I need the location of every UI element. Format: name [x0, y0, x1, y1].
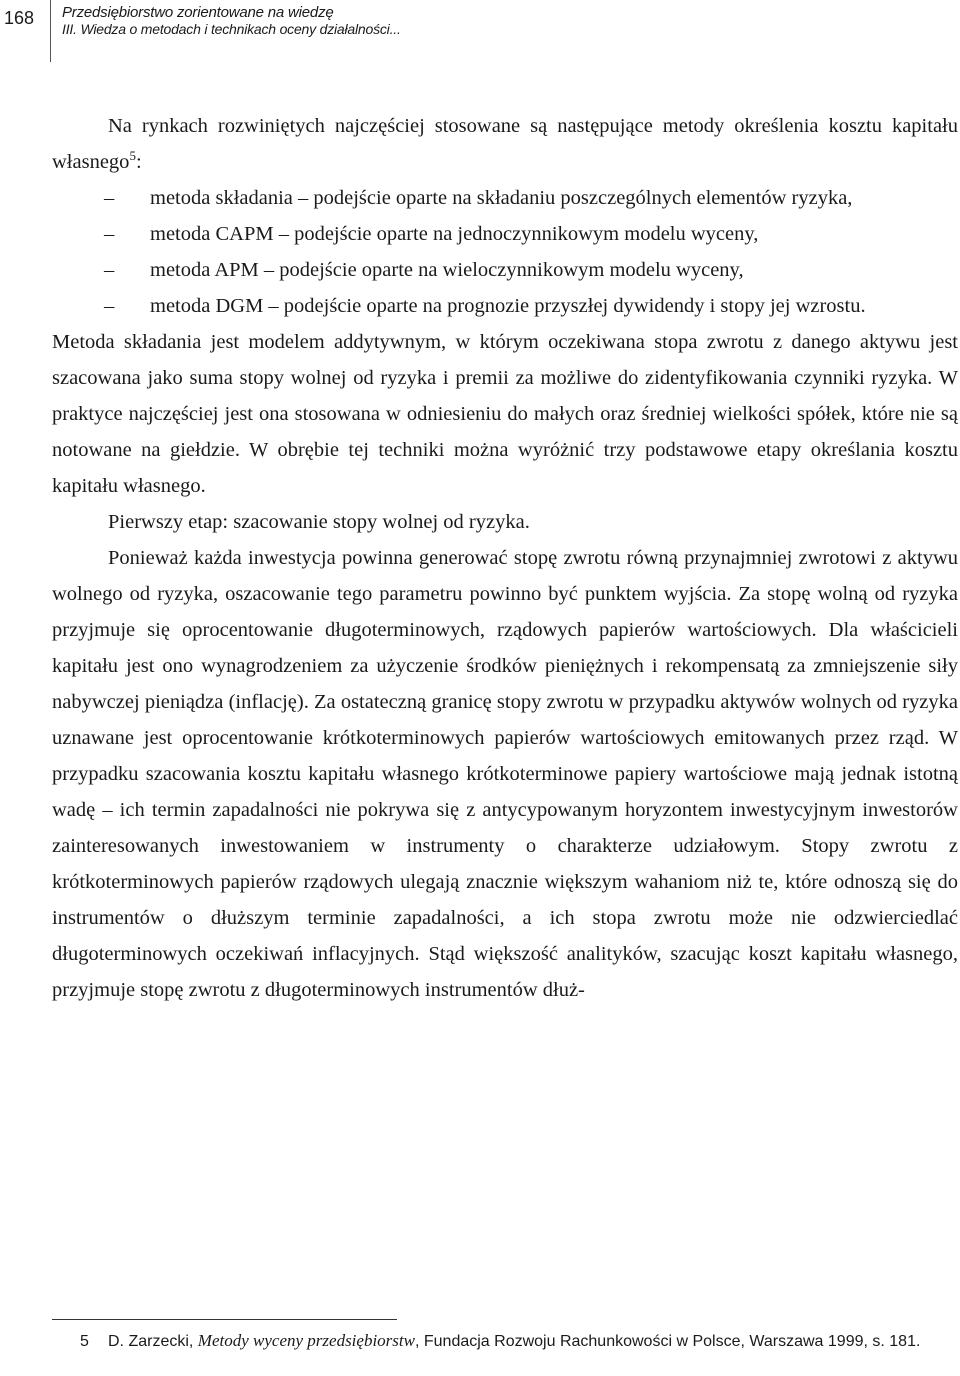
footnote-title: Metody wyceny przedsiębiorstw	[197, 1331, 415, 1350]
body-paragraph: Metoda składania jest modelem addytywnym, w którym oczekiwana stopa zwrotu z danego aktywu jest szacowana jako suma stopy wolnej od ryzyka i premii za możliwe do zidentyfikowania czynniki ryzyka. W praktyce najczęściej jest ona stosowana w odniesieniu do małych oraz średniej wielkości spółek, które nie są notowane na giełdzie. W obrębie tej techniki można wyróżnić trzy podstawowe etapy określania kosztu kapitału własnego.	[52, 331, 958, 497]
list-item	[52, 216, 958, 252]
list-item-text: metoda DGM – podejście oparte na prognozie przyszłej dywidendy i stopy jej wzrostu.	[150, 295, 866, 317]
footnote-publication: , Fundacja Rozwoju Rachunkowości w Polsce, Warszawa 1999, s. 181.	[414, 1333, 921, 1350]
footnote-reference: 5	[129, 148, 136, 164]
footnote	[52, 1327, 958, 1355]
list-item	[52, 180, 958, 216]
list-dash: –	[104, 295, 115, 317]
running-header	[62, 4, 401, 38]
running-header-title: Przedsiębiorstwo zorientowane na wiedzę	[62, 4, 334, 21]
intro-paragraph	[52, 108, 958, 180]
body-paragraph: Ponieważ każda inwestycja powinna generować stopę zwrotu równą przynajmniej zwrotowi z aktywu wolnego od ryzyka, oszacowanie tego parametru powinno być punktem wyjścia. Za stopę wolną od ryzyka przyjmuje się oprocentowanie długoterminowych, rządowych papierów wartościowych. Dla właścicieli kapitału jest ono wynagrodzeniem za użyczenie środków pieniężnych i rekompensatą za zmniejszenie siły nabywczej pieniądza (inflację). Za ostateczną granicę stopy zwrotu w przypadku aktywów wolnych od ryzyka uznawane jest oprocentowanie krótkoterminowych papierów wartościowych emitowanych przez rząd. W przypadku szacowania kosztu kapitału własnego krótkoterminowe papiery wartościowe mają jednak istotną wadę – ich termin zapadalności nie pokrywa się z antycypowanym horyzontem inwestycyjnym inwestorów zainteresowanych inwestowaniem w instrumenty o charakterze udziałowym. Stopy zwrotu z krótkoterminowych papierów rządowych ulegają znacznie większym wahaniom niż te, które odnoszą się do instrumentów o dłuższym terminie zapadalności, a ich stopa zwrotu może nie odzwierciedlać długoterminowych oczekiwań inflacyjnych. Stąd większość analityków, szacując koszt kapitału własnego, przyjmuje stopę zwrotu z długoterminowych instrumentów dłuż-	[52, 547, 958, 1001]
list-dash: –	[104, 259, 115, 281]
stage-heading: Pierwszy etap: szacowanie stopy wolnej od ryzyka.	[108, 511, 530, 533]
intro-colon: :	[135, 151, 142, 173]
footnote-number: 5	[80, 1333, 89, 1350]
header-divider	[50, 0, 51, 62]
list-dash: –	[104, 187, 115, 209]
intro-text: Na rynkach rozwiniętych najczęściej stosowane są następujące metody określenia kosztu kapitału własnego	[52, 115, 958, 173]
list-dash: –	[104, 223, 115, 245]
footnote-author: D. Zarzecki,	[108, 1333, 198, 1350]
main-text	[52, 108, 958, 1008]
list-item-text: metoda CAPM – podejście oparte na jednoczynnikowym modelu wyceny,	[150, 223, 759, 245]
list-item-text: metoda składania – podejście oparte na składaniu poszczególnych elementów ryzyka,	[150, 187, 853, 209]
list-item-text: metoda APM – podejście oparte na wieloczynnikowym modelu wyceny,	[150, 259, 744, 281]
footnote-divider	[52, 1319, 397, 1320]
list-item	[52, 288, 958, 324]
methods-list	[52, 180, 958, 324]
running-header-section: III. Wiedza o metodach i technikach oceny działalności...	[62, 21, 401, 37]
page-number: 168	[3, 8, 35, 28]
list-item	[52, 252, 958, 288]
